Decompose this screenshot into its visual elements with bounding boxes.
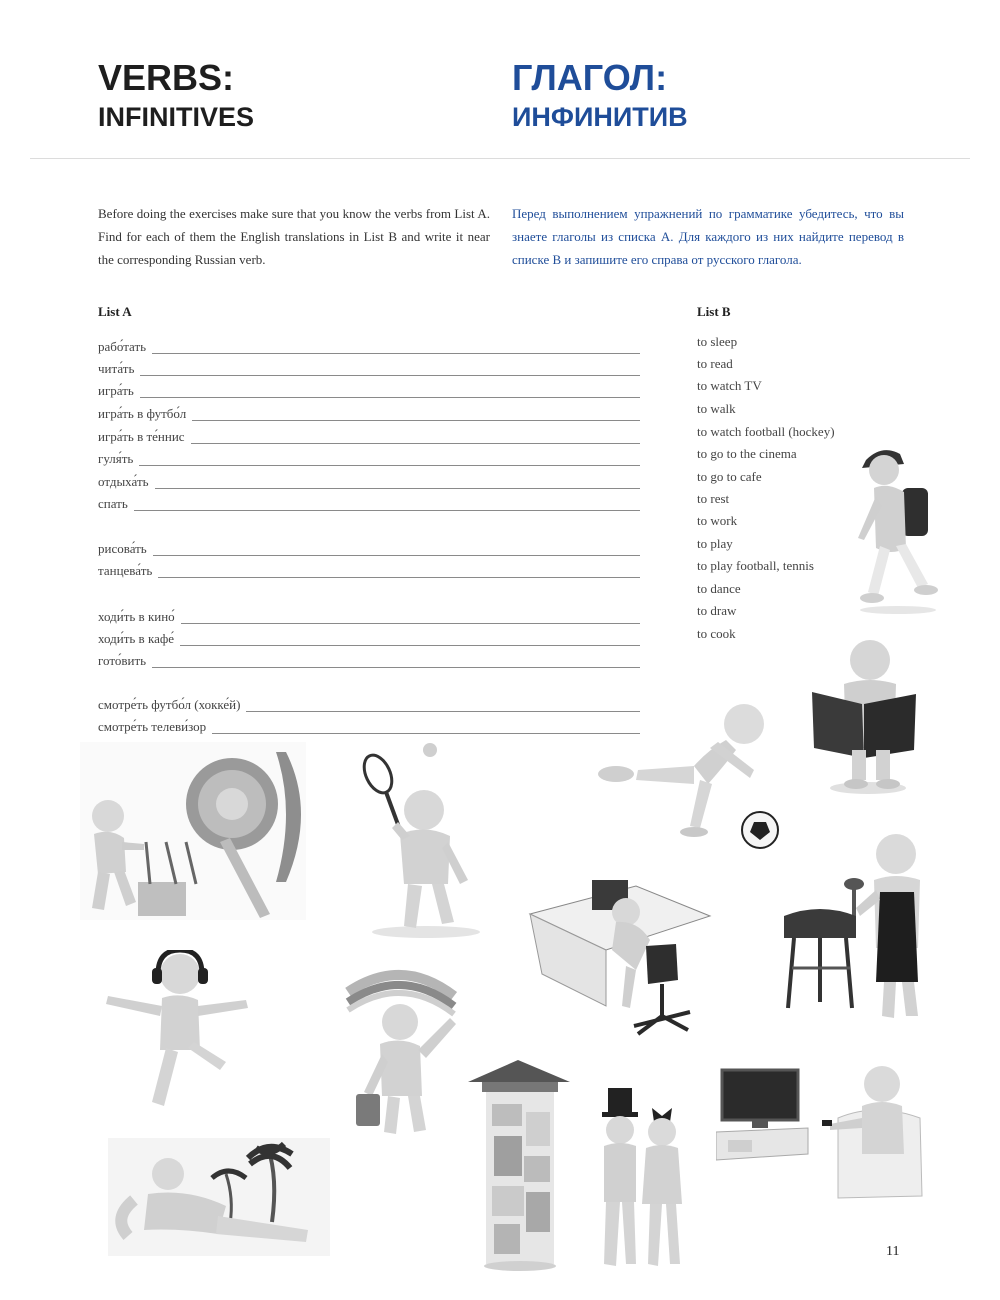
list-a-word: игра́ть в футбо́л bbox=[98, 406, 187, 421]
title-english bbox=[98, 58, 254, 136]
football-figure-illustration bbox=[598, 700, 790, 850]
list-a-word: ходи́ть в кино́ bbox=[98, 609, 175, 624]
list-a-word: спать bbox=[98, 496, 128, 511]
advertising-column-illustration bbox=[464, 1060, 574, 1272]
answer-line[interactable] bbox=[155, 475, 640, 489]
list-a-row[interactable] bbox=[98, 401, 640, 421]
list-a-row[interactable] bbox=[98, 648, 640, 668]
title-ru-line1: ГЛАГОЛ: bbox=[512, 57, 668, 98]
list-a-word: смотре́ть телеви́зор bbox=[98, 719, 207, 734]
list-a-word: игра́ть в те́ннис bbox=[98, 429, 185, 444]
title-en-line1: VERBS: bbox=[98, 57, 235, 98]
title-en-line2: INFINITIVES bbox=[98, 102, 255, 132]
intro-russian: Перед выполнением упражнений по грамматике убедитесь, что вы знаете глаголы из списка А. Для каждого из них найдите перевод в списке В и запишите его справа от русского глагола. bbox=[512, 206, 904, 267]
list-a-word: рисова́ть bbox=[98, 541, 147, 556]
list-b-item: to dance bbox=[697, 581, 741, 596]
list-b-item: to rest bbox=[697, 491, 730, 506]
list-b-item: to play bbox=[697, 536, 733, 551]
list-a-row[interactable] bbox=[98, 378, 640, 398]
answer-line[interactable] bbox=[152, 340, 640, 354]
intro-english: Before doing the exercises make sure that you know the verbs from List A. Find for each of them the English translations in List B and write it near the corresponding Russian verb. bbox=[98, 206, 490, 267]
list-a-word: чита́ть bbox=[98, 361, 135, 376]
answer-line[interactable] bbox=[158, 564, 640, 578]
answer-line[interactable] bbox=[181, 610, 640, 624]
list-a-word: рабо́тать bbox=[98, 339, 147, 354]
list-a-row[interactable] bbox=[98, 626, 640, 646]
list-a-word: игра́ть bbox=[98, 383, 134, 398]
list-b-item: to watch TV bbox=[697, 378, 762, 393]
list-a-row[interactable] bbox=[98, 558, 640, 578]
title-ru-line2: ИНФИНИТИВ bbox=[512, 102, 688, 132]
list-b-item: to sleep bbox=[697, 334, 738, 349]
answer-line[interactable] bbox=[180, 632, 640, 646]
list-a-row[interactable] bbox=[98, 536, 640, 556]
list-a-row[interactable] bbox=[98, 491, 640, 511]
reading-figure-illustration bbox=[808, 638, 920, 798]
list-a-word: смотре́ть футбо́л (хокке́й) bbox=[98, 697, 241, 712]
list-b-heading: List B bbox=[697, 304, 731, 319]
list-a-word: гуля́ть bbox=[98, 451, 134, 466]
answer-line[interactable] bbox=[153, 542, 640, 556]
tennis-figure-illustration bbox=[356, 740, 490, 938]
title-russian bbox=[512, 58, 688, 136]
tv-watching-illustration bbox=[716, 1058, 928, 1206]
list-a-row[interactable] bbox=[98, 424, 640, 444]
answer-line[interactable] bbox=[140, 362, 640, 376]
resting-figure-illustration bbox=[108, 1138, 330, 1256]
list-b-item: to walk bbox=[697, 401, 736, 416]
answer-line[interactable] bbox=[212, 720, 640, 734]
answer-line[interactable] bbox=[246, 698, 640, 712]
list-a-word: танцева́ть bbox=[98, 563, 153, 578]
office-figure-illustration bbox=[526, 866, 716, 1036]
answer-line[interactable] bbox=[139, 452, 640, 466]
list-b-item: to read bbox=[697, 356, 733, 371]
list-b-item: to go to cafe bbox=[697, 469, 762, 484]
list-b-item: to play football, tennis bbox=[697, 558, 814, 573]
painting-figure-illustration bbox=[342, 962, 466, 1140]
walking-figure-illustration bbox=[852, 440, 944, 615]
list-a-row[interactable] bbox=[98, 692, 640, 712]
list-a-word: отдыха́ть bbox=[98, 474, 149, 489]
list-a-row[interactable] bbox=[98, 356, 640, 376]
list-a-word: ходи́ть в кафе́ bbox=[98, 631, 175, 646]
list-b-item: to go to the cinema bbox=[697, 446, 797, 461]
list-b-item: to cook bbox=[697, 626, 736, 641]
couple-figure-illustration bbox=[592, 1086, 690, 1272]
list-a-heading: List A bbox=[98, 304, 132, 319]
answer-line[interactable] bbox=[152, 654, 640, 668]
list-a-row[interactable] bbox=[98, 469, 640, 489]
answer-line[interactable] bbox=[140, 384, 640, 398]
list-a-row[interactable] bbox=[98, 604, 640, 624]
dancing-figure-illustration bbox=[100, 950, 254, 1112]
list-a-row[interactable] bbox=[98, 334, 640, 354]
list-a-word: гото́вить bbox=[98, 653, 147, 668]
list-b-item: to draw bbox=[697, 603, 737, 618]
answer-line[interactable] bbox=[192, 407, 640, 421]
page-number: 11 bbox=[886, 1244, 900, 1259]
list-a-row[interactable] bbox=[98, 714, 640, 734]
list-b-item: to watch football (hockey) bbox=[697, 424, 835, 439]
gears-figure-illustration bbox=[80, 742, 306, 920]
cooking-figure-illustration bbox=[780, 832, 930, 1024]
list-a-row[interactable] bbox=[98, 446, 640, 466]
header-divider bbox=[30, 158, 970, 159]
answer-line[interactable] bbox=[191, 430, 640, 444]
list-b-item: to work bbox=[697, 513, 738, 528]
answer-line[interactable] bbox=[134, 497, 640, 511]
